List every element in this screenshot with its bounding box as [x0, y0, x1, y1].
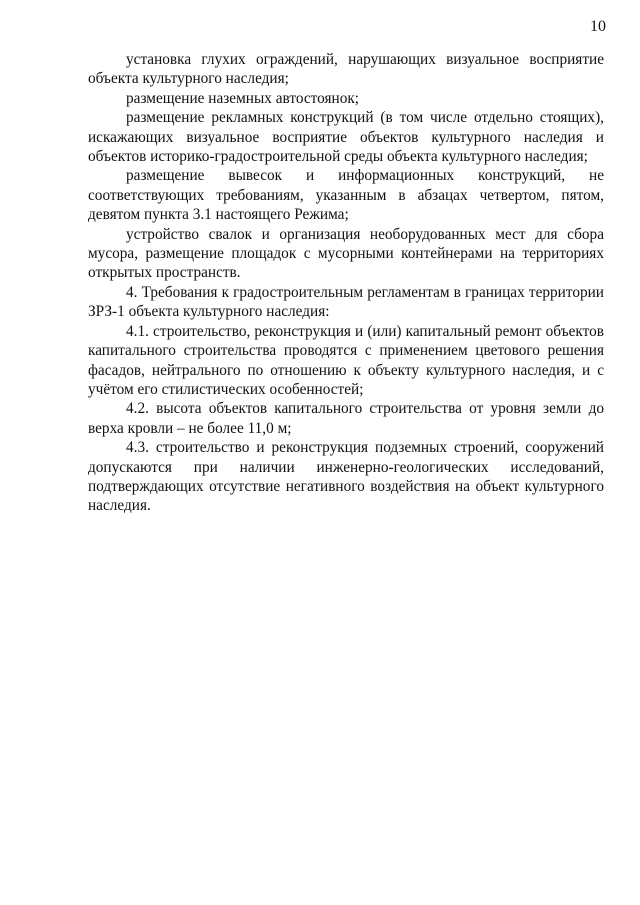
paragraph: установка глухих ограждений, нарушающих визуальное восприятие объекта культурного наследия;	[88, 51, 604, 88]
paragraph: размещение наземных автостоянок;	[126, 89, 360, 107]
paragraph: 4.3. строительство и реконструкция подземных строений, сооружений допускаются при наличии инженерно-геологических исследований, подтверждающих отсутствие негативного воздействия на объект культурного наследия.	[88, 439, 604, 515]
paragraph: 4.1. строительство, реконструкция и (или) капитальный ремонт объектов капитального строительства проводятся с применением цветового решения фасадов, нейтрального по отношению к объекту культурного наследия, и с учётом его стилистических особенностей;	[88, 322, 604, 398]
paragraph: размещение вывесок и информационных конструкций, не соответствующих требованиям, указанным в абзацах четвертом, пятом, девятом пункта 3.1 настоящего Режима;	[88, 167, 604, 224]
paragraph: 4.2. высота объектов капитального строительства от уровня земли до верха кровли – не более 11,0 м;	[88, 400, 604, 437]
paragraph: устройство свалок и организация необорудованных мест для сбора мусора, размещение площадок с мусорными контейнерами на территориях открытых пространств.	[88, 225, 604, 282]
paragraph: размещение рекламных конструкций (в том числе отдельно стоящих), искажающих визуальное восприятие объектов культурного наследия и объектов историко-градостроительной среды объекта культурного наследия;	[88, 109, 604, 166]
page-number: 10	[590, 18, 606, 35]
document-body	[88, 50, 604, 516]
paragraph: 4. Требования к градостроительным регламентам в границах территории ЗРЗ-1 объекта культурного наследия:	[88, 283, 604, 321]
